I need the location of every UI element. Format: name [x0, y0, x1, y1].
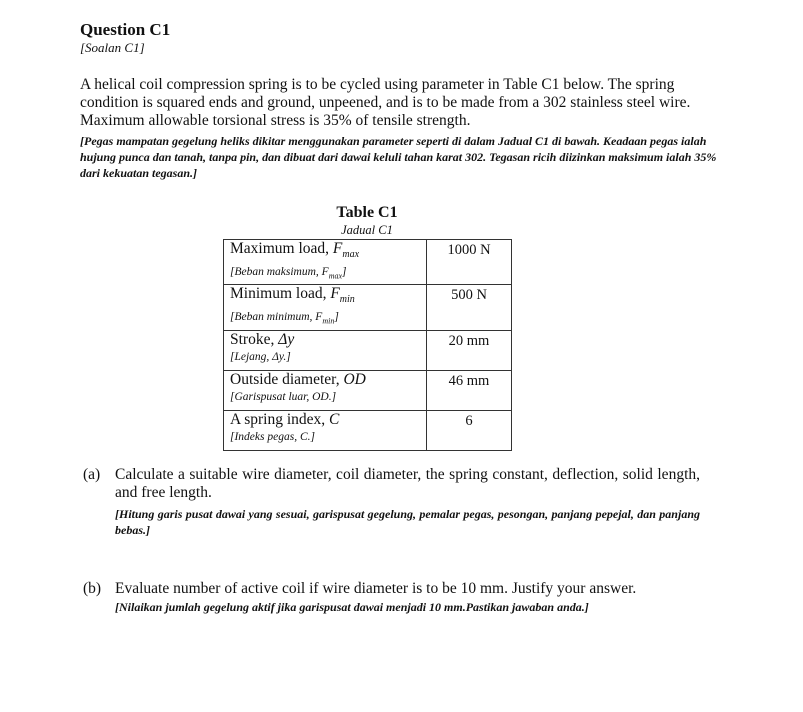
parameter-symbol-malay: C: [299, 430, 308, 443]
part-b-label: (b): [83, 580, 102, 597]
parameter-label-malay: [Beban minimum,: [230, 311, 316, 324]
parameter-name-english: [230, 371, 426, 389]
parameter-name-cell: [224, 285, 427, 330]
parameter-label-malay: [Garispusat luar,: [230, 390, 313, 403]
parameter-name-malay: [230, 349, 426, 365]
parameter-symbol-malay: F: [315, 311, 323, 324]
parameter-name-cell: [224, 370, 427, 410]
table-row: [224, 240, 512, 285]
parameter-label-malay-end: ]: [334, 311, 339, 324]
parameter-name-cell: [224, 410, 427, 450]
table-row: [224, 330, 512, 370]
parameter-subscript-malay: max: [328, 271, 343, 281]
parameter-label-malay-end: .]: [307, 430, 315, 443]
parameter-symbol: F: [332, 240, 343, 257]
table-title: Table C1: [336, 204, 398, 221]
parameter-label: Stroke,: [230, 330, 279, 348]
parameter-symbol: OD: [343, 370, 366, 388]
parameter-subscript: min: [339, 294, 355, 306]
parameter-name-malay: [230, 309, 426, 329]
parameter-label: A spring index,: [230, 410, 330, 428]
parameter-name-english: [230, 331, 426, 349]
table-subtitle: Jadual C1: [341, 223, 393, 237]
parameter-label-malay: [Beban maksimum,: [230, 266, 322, 279]
table-row: [224, 370, 512, 410]
parameter-symbol: Δy: [278, 330, 295, 348]
part-b-text-malay: [Nilaikan jumlah gegelung aktif jika garispusat dawai menjadi 10 mm.Pastikan jawaban anda.]: [115, 600, 589, 614]
part-a-label: (a): [83, 466, 101, 483]
parameter-value: 20 mm: [427, 330, 512, 370]
parameter-table: [223, 239, 512, 451]
parameter-label-malay-end: .]: [328, 390, 337, 403]
parameter-symbol: F: [330, 285, 340, 303]
parameter-subscript: max: [342, 249, 360, 261]
parameter-name-english: [230, 240, 426, 264]
parameter-symbol-malay: OD: [312, 390, 329, 403]
parameter-label: Maximum load,: [230, 240, 333, 257]
parameter-value: 46 mm: [427, 370, 512, 410]
question-subtitle: [Soalan C1]: [80, 40, 145, 55]
parameter-label-malay: [Indeks pegas,: [230, 430, 300, 443]
parameter-symbol: C: [329, 410, 340, 428]
question-title: Question C1: [80, 20, 171, 39]
parameter-label-malay-end: .]: [283, 350, 291, 363]
parameter-name-malay: [230, 264, 426, 284]
parameter-label: Outside diameter,: [230, 370, 344, 388]
part-b-text-english: Evaluate number of active coil if wire diameter is to be 10 mm. Justify your answer.: [115, 580, 637, 597]
table-row: [224, 285, 512, 330]
parameter-value: 1000 N: [427, 240, 512, 285]
parameter-subscript-malay: min: [322, 316, 335, 326]
parameter-name-cell: [224, 240, 427, 285]
parameter-name-cell: [224, 330, 427, 370]
parameter-name-malay: [230, 429, 426, 445]
part-a-text-malay: [Hitung garis pusat dawai yang sesuai, garispusat gegelung, pemalar pegas, pesongan, panjang pepejal, dan panjang bebas.]: [115, 507, 700, 537]
question-intro-malay: [Pegas mampatan gegelung heliks dikitar menggunakan parameter seperti di dalam Jadual C1 di bawah. Keadaan pegas ialah hujung punca dan tanah, tanpa pin, dan dibuat dari dawai keluli tahan karat 302. Tegasan ricih diizinkan maksimum ialah 35% dari kekuatan tegasan.]: [80, 134, 717, 180]
parameter-label: Minimum load,: [230, 285, 331, 303]
parameter-value: 500 N: [427, 285, 512, 330]
parameter-name-malay: [230, 389, 426, 405]
parameter-label-malay-end: ]: [342, 266, 347, 279]
parameter-name-english: [230, 411, 426, 429]
parameter-symbol-malay: F: [321, 266, 329, 279]
part-a-text-english: Calculate a suitable wire diameter, coil diameter, the spring constant, deflection, solid length, and free length.: [115, 466, 700, 501]
question-intro-english: A helical coil compression spring is to be cycled using parameter in Table C1 below. The spring condition is squared ends and ground, unpeened, and is to be made from a 302 stainless steel wire. Maximum allowable torsional stress is 35% of tensile strength.: [80, 76, 691, 129]
parameter-symbol-malay: Δy: [272, 350, 284, 363]
parameter-name-english: [230, 285, 426, 309]
parameter-value: 6: [427, 410, 512, 450]
table-row: [224, 410, 512, 450]
parameter-label-malay: [Lejang,: [230, 350, 273, 363]
